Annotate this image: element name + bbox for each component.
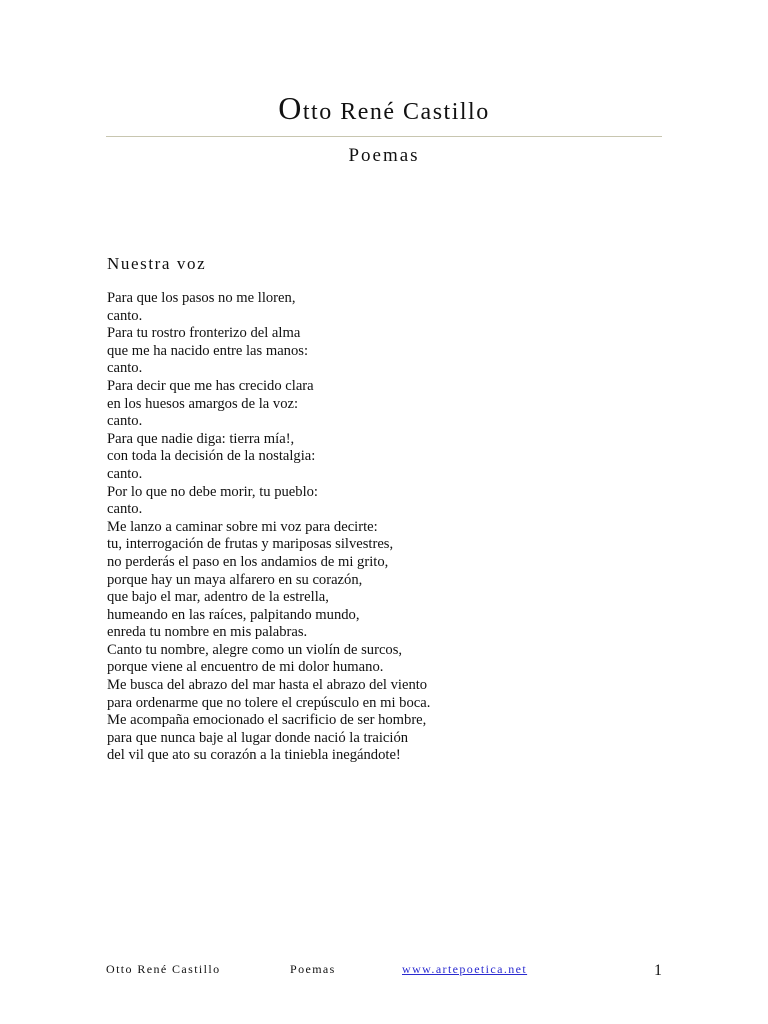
poem-line: porque hay un maya alfarero en su corazón, [107,571,363,588]
footer-author: Otto René Castillo [106,962,221,976]
poem-line: Para tu rostro fronterizo del alma [107,325,301,342]
footer-book-title: Poemas [290,962,336,976]
poem-line: canto. [107,360,143,377]
poem-line: tu, interrogación de frutas y mariposas silvestres, [107,536,394,553]
poem-line: enreda tu nombre en mis palabras. [107,624,308,641]
poem-line: para ordenarme que no tolere el crepúsculo en mi boca. [107,694,431,711]
author-title [0,92,768,124]
poem-line: en los huesos amargos de la voz: [107,395,299,412]
poem-line: Canto tu nombre, alegre como un violín de surcos, [107,641,403,658]
footer-website-link[interactable]: www.artepoetica.net [402,962,528,976]
poem-line: canto. [107,465,143,482]
page-number: 1 [654,962,662,979]
poem-line: para que nunca baje al lugar donde nació la traición [107,729,409,746]
poem-line: Me acompaña emocionado el sacrificio de ser hombre, [107,712,427,729]
poem-line: porque viene al encuentro de mi dolor humano. [107,659,384,676]
poem-line: Para que nadie diga: tierra mía!, [107,430,295,447]
page-footer [0,962,768,982]
poem-title: Nuestra voz [107,254,207,273]
poem-line: Por lo que no debe morir, tu pueblo: [107,483,318,500]
poem-body [107,290,430,765]
poem-line: que me ha nacido entre las manos: [107,342,308,359]
poem-line: canto. [107,413,143,430]
poem-line: canto. [107,307,143,324]
poem-line: humeando en las raíces, palpitando mundo, [107,606,360,623]
poem-line: Me lanzo a caminar sobre mi voz para decirte: [107,518,378,535]
poem-line: canto. [107,501,143,518]
poem-line: con toda la decisión de la nostalgia: [107,448,316,465]
header-divider [106,136,662,137]
book-title: Poemas [348,145,420,166]
poem-line: que bajo el mar, adentro de la estrella, [107,589,329,606]
author-name-rest: tto René Castillo [302,99,490,125]
page-header [0,92,768,124]
poem-line: Para que los pasos no me lloren, [107,290,296,306]
poem-line: del vil que ato su corazón a la tiniebla inegándote! [107,747,401,764]
poem-line: no perderás el paso en los andamios de mi grito, [107,553,389,570]
poem-line: Para decir que me has crecido clara [107,377,314,394]
poem-line: Me busca del abrazo del mar hasta el abrazo del viento [107,677,428,694]
author-initial: O [278,90,303,126]
